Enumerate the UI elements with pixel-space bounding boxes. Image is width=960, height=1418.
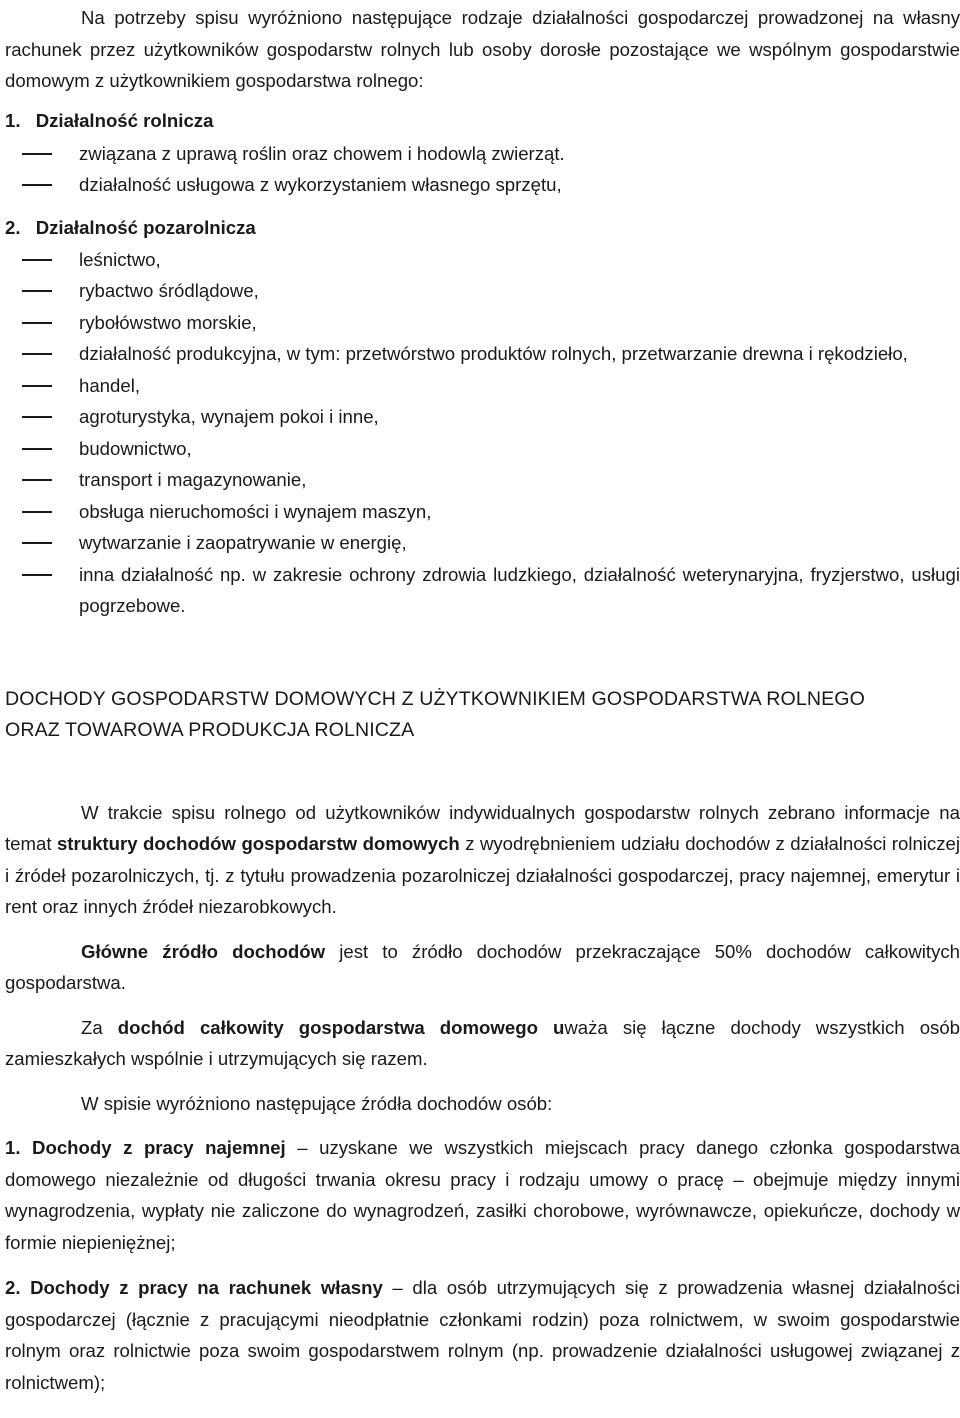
list-item: leśnictwo,: [5, 244, 960, 276]
section-heading: [5, 106, 960, 136]
dash-bullet: [22, 184, 52, 186]
list-item: obsługa nieruchomości i wynajem maszyn,: [5, 496, 960, 528]
list-item: budownictwo,: [5, 433, 960, 465]
list-item: działalność produkcyjna, w tym: przetwórstwo produktów rolnych, przetwarzanie drewna i rękodzieło,: [5, 338, 960, 370]
list-item: związana z uprawą roślin oraz chowem i hodowlą zwierząt.: [5, 138, 960, 170]
heading-line: DOCHODY GOSPODARSTW DOMOWYCH Z UŻYTKOWNIKIEM GOSPODARSTWA ROLNEGO: [5, 687, 865, 710]
dash-bullet: [22, 511, 52, 513]
dash-bullet: [22, 259, 52, 261]
non-agricultural-list: [5, 244, 960, 622]
intro-paragraph: Na potrzeby spisu wyróżniono następujące rodzaje działalności gospodarczej prowadzonej na własny rachunek przez użytkowników gospodarstw rolnych lub osoby dorosłe pozostające we wspólnym gospodarstwie domowym z użytkownikiem gospodarstwa rolnego:: [5, 7, 960, 91]
dash-bullet: [22, 574, 52, 576]
agricultural-list: [5, 138, 960, 201]
section-number: 1.: [5, 109, 21, 131]
dash-bullet: [22, 385, 52, 387]
list-item: inna działalność np. w zakresie ochrony zdrowia ludzkiego, działalność weterynaryjna, fryzjerstwo, usługi pogrzebowe.: [5, 559, 960, 622]
paragraph-income-structure: W trakcie spisu rolnego od użytkowników indywidualnych gospodarstw rolnych zebrano informacje na temat struktury dochodów gospodarstw domowych z wyodrębnieniem udziału dochodów z działalności rolniczej i źródeł pozarolniczych, tj. z tytułu prowadzenia pozarolniczej działalności gospodarczej, pracy najemnej, emerytur i rent oraz innych źródeł niezarobkowych.: [5, 801, 960, 917]
dash-bullet: [22, 479, 52, 481]
dash-bullet: [22, 416, 52, 418]
list-item: wytwarzanie i zaopatrywanie w energię,: [5, 527, 960, 559]
dash-bullet: [22, 153, 52, 155]
dash-bullet: [22, 542, 52, 544]
section-agricultural: [5, 106, 960, 201]
section-heading-caps: [5, 684, 960, 746]
list-item: transport i magazynowanie,: [5, 464, 960, 496]
section-non-agricultural: [5, 213, 960, 622]
section-title: Działalność rolnicza: [35, 109, 214, 131]
section-title: Działalność pozarolnicza: [35, 216, 256, 238]
paragraph-total-income: Za dochód całkowity gospodarstwa domowego uważа się łączne dochody wszystkich osób zamieszkałych wspólnie i utrzymujących się razem.: [5, 1016, 960, 1069]
dash-bullet: [22, 353, 52, 355]
paragraph-sources-intro: W spisie wyróżniono następujące źródła dochodów osób:: [81, 1092, 553, 1114]
dash-bullet: [22, 322, 52, 324]
list-item: handel,: [5, 370, 960, 402]
section-number: 2.: [5, 216, 21, 238]
list-item: działalność usługowa z wykorzystaniem własnego sprzętu,: [5, 169, 960, 201]
dash-bullet: [22, 290, 52, 292]
heading-line: ORAZ TOWAROWA PRODUKCJA ROLNICZA: [5, 718, 415, 741]
section-heading: [5, 213, 960, 243]
dash-bullet: [22, 448, 52, 450]
list-item: rybactwo śródlądowe,: [5, 275, 960, 307]
paragraph-employment-income: 1. Dochody z pracy najemnej – uzyskane we wszystkich miejscach pracy danego członka gospodarstwa domowego niezależnie od długości trwania okresu pracy i rodzaju umowy o pracę – obejmuje między innymi wynagrodzenia, wypłaty nie zaliczone do wynagrodzeń, zasiłki chorobowe, wyrównawcze, opiekuńcze, dochody w formie niepieniężnej;: [5, 1137, 960, 1253]
paragraph-main-source: Główne źródło dochodów jest to źródło dochodów przekraczające 50% dochodów całkowitych gospodarstwa.: [5, 940, 960, 993]
document-page: [5, 0, 960, 1398]
paragraph-self-employment-income: 2. Dochody z pracy na rachunek własny – dla osób utrzymujących się z prowadzenia własnej działalności gospodarczej (łącznie z pracującymi nieodpłatnie członkami rodzin) poza rolnictwem, w swoim gospodarstwie rolnym oraz rolnictwie poza swoim gospodarstwem rolnym (np. prowadzenie działalności usługowej związanej z rolnictwem);: [5, 1277, 960, 1393]
list-item: rybołówstwo morskie,: [5, 307, 960, 339]
list-item: agroturystyka, wynajem pokoi i inne,: [5, 401, 960, 433]
